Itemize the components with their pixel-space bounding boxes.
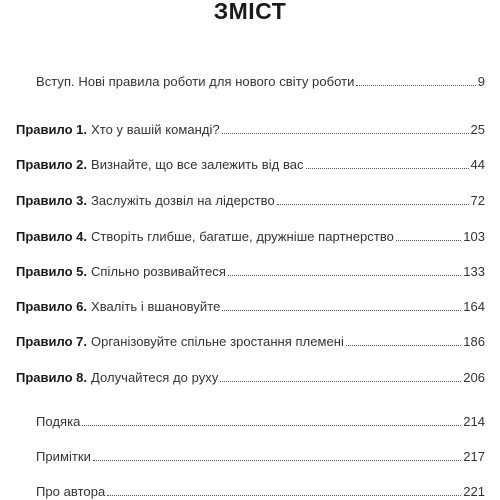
toc-entry-text: Долучайтеся до руху: [90, 370, 219, 385]
dot-leader: [220, 381, 461, 382]
toc-entry-about-author[interactable]: [36, 484, 485, 500]
toc-page-number: 9: [477, 74, 485, 89]
toc-entry-text: Вступ. Нові правила роботи для нового світу роботи: [36, 74, 355, 89]
toc-entry-rule-6[interactable]: [16, 299, 485, 315]
toc-page-number: 72: [470, 193, 485, 208]
dot-leader: [222, 133, 469, 134]
rule-number: Правило 7.: [16, 334, 87, 349]
dot-leader: [82, 425, 461, 426]
toc-entry-rule-3[interactable]: [16, 193, 485, 209]
toc-entry-rule-1[interactable]: [16, 122, 485, 138]
toc-entry-rule-4[interactable]: [16, 229, 485, 245]
toc-page-number: 44: [470, 157, 485, 172]
toc-page-number: 103: [463, 229, 485, 244]
toc-page-number: 133: [463, 264, 485, 279]
toc-entry-rule-7[interactable]: [16, 334, 485, 350]
dot-leader: [356, 85, 475, 86]
dot-leader: [107, 495, 461, 496]
toc-entry-rule-2[interactable]: [16, 157, 485, 173]
dot-leader: [222, 310, 461, 311]
toc-page-number: 25: [470, 122, 485, 137]
toc-entry-text: Подяка: [36, 414, 81, 429]
toc-title: ЗМІСТ: [213, 0, 287, 24]
toc-entry-text: Примітки: [36, 449, 91, 464]
toc-entry-text: Визнайте, що все залежить від вас: [90, 157, 304, 172]
toc-entry-acknowledgements[interactable]: [36, 414, 485, 430]
rule-number: Правило 4.: [16, 229, 87, 244]
toc-page-number: 221: [463, 484, 485, 499]
toc-entry-intro[interactable]: [36, 74, 485, 90]
rule-number: Правило 8.: [16, 370, 87, 385]
rule-number: Правило 5.: [16, 264, 87, 279]
rule-number: Правило 3.: [16, 193, 87, 208]
toc-page-number: 217: [463, 449, 485, 464]
dot-leader: [306, 168, 469, 169]
dot-leader: [346, 345, 461, 346]
rule-number: Правило 6.: [16, 299, 87, 314]
toc-entry-text: Хваліть і вшановуйте: [90, 299, 221, 314]
toc-entry-rule-8[interactable]: [16, 370, 485, 386]
toc-page-number: 206: [463, 370, 485, 385]
toc-page-number: 164: [463, 299, 485, 314]
toc-page-number: 186: [463, 334, 485, 349]
toc-entry-text: Створіть глибше, багатше, дружніше партнерство: [90, 229, 394, 244]
dot-leader: [277, 204, 469, 205]
toc-entry-text: Про автора: [36, 484, 106, 499]
toc-entry-text: Спільно розвивайтеся: [90, 264, 226, 279]
dot-leader: [93, 460, 461, 461]
rule-number: Правило 1.: [16, 122, 87, 137]
dot-leader: [396, 240, 461, 241]
toc-entry-text: Заслужіть дозвіл на лідерство: [90, 193, 275, 208]
toc-entry-text: Хто у вашій команді?: [90, 122, 220, 137]
toc-entry-rule-5[interactable]: [16, 264, 485, 280]
toc-entry-text: Організовуйте спільне зростання племені: [90, 334, 344, 349]
toc-entry-notes[interactable]: [36, 449, 485, 465]
toc-page-number: 214: [463, 414, 485, 429]
dot-leader: [228, 275, 461, 276]
rule-number: Правило 2.: [16, 157, 87, 172]
